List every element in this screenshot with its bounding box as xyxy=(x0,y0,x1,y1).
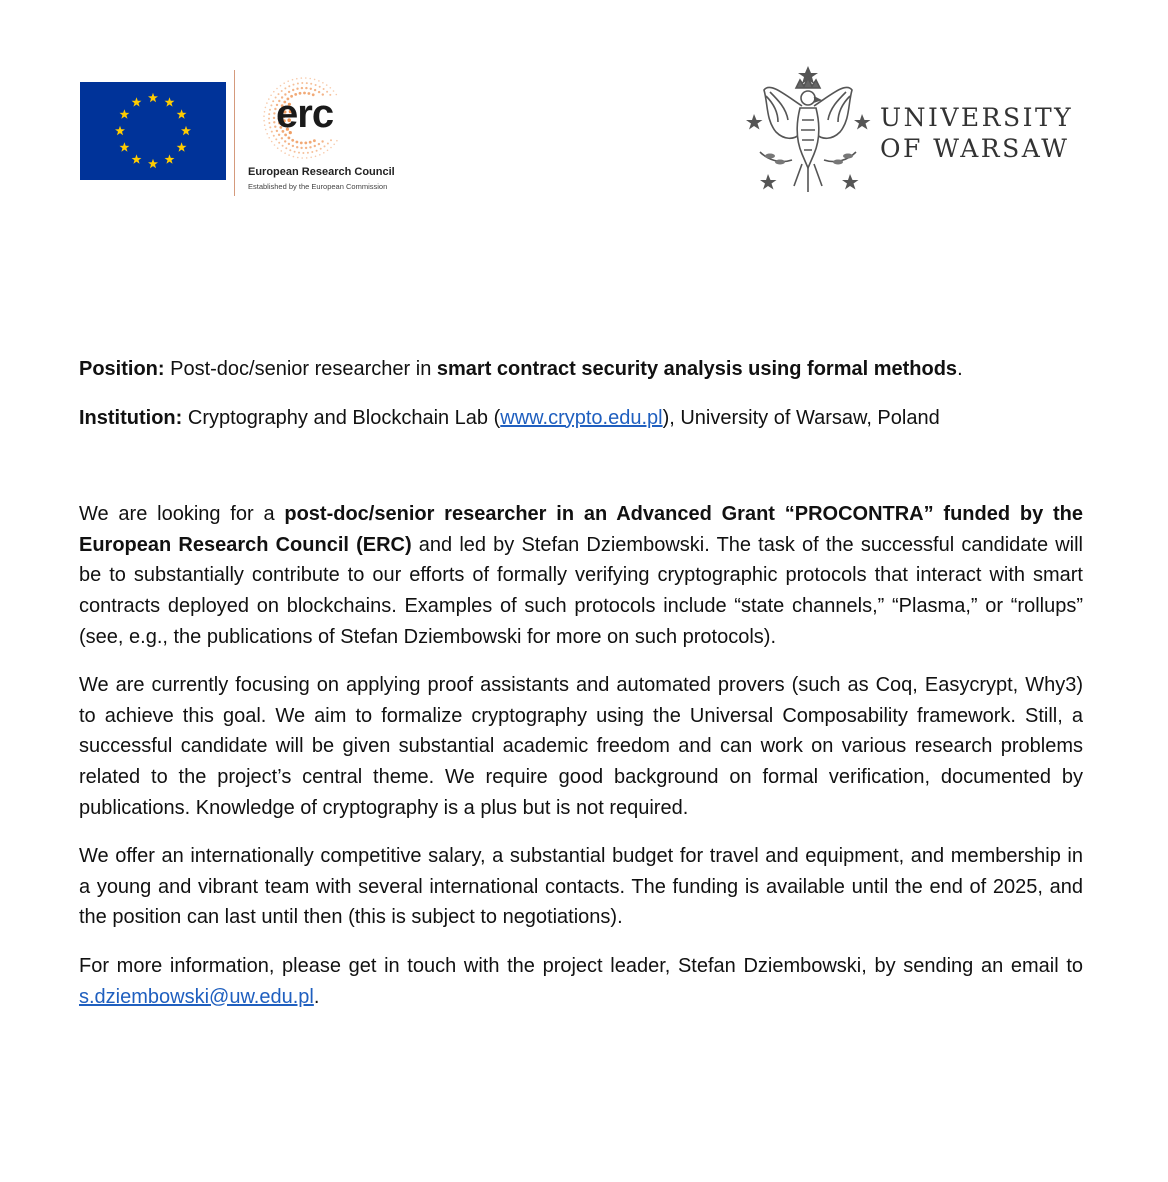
erc-dot-icon xyxy=(309,146,311,148)
uw-logo xyxy=(744,64,1084,210)
erc-dot-icon xyxy=(277,147,279,149)
erc-dot-icon xyxy=(263,120,265,122)
erc-dot-icon xyxy=(330,87,332,89)
erc-dot-icon xyxy=(319,154,321,156)
contact-end: . xyxy=(313,985,320,1008)
position-line xyxy=(79,354,1083,385)
erc-dot-icon xyxy=(271,141,273,143)
erc-dot-icon xyxy=(280,85,282,87)
erc-dot-icon xyxy=(305,87,307,89)
erc-dot-icon xyxy=(292,89,294,91)
institution-text: Cryptography and Blockchain Lab ( xyxy=(182,406,501,429)
lab-website-link[interactable]: www.crypto.edu.pl xyxy=(500,406,663,429)
erc-dot-icon xyxy=(301,82,303,84)
erc-dot-icon xyxy=(297,83,299,85)
erc-dot-icon xyxy=(276,88,278,90)
intro-grant: post-doc/senior researcher in an Advanced Grant “PROCONTRA” funded by the European Research Council (ERC) xyxy=(79,503,1083,556)
erc-dot-icon xyxy=(296,88,298,90)
erc-dot-icon xyxy=(288,143,290,145)
erc-dot-icon xyxy=(273,91,275,93)
position-topic: smart contract security analysis using formal methods xyxy=(436,358,958,380)
erc-dot-icon xyxy=(268,98,270,100)
erc-dot-icon xyxy=(268,122,270,124)
eagle-emblem-icon xyxy=(744,64,874,210)
erc-dot-icon xyxy=(311,151,313,153)
erc-dot-icon xyxy=(292,145,294,147)
erc-dot-icon xyxy=(270,95,272,97)
erc-dot-icon xyxy=(301,87,303,89)
contact-text: For more information, please get in touch with the project leader, Stefan Dziembowski, by sending an email to xyxy=(79,954,1083,977)
erc-dot-icon xyxy=(284,87,286,89)
erc-dot-icon xyxy=(284,140,286,142)
erc-dot-icon xyxy=(300,147,302,149)
erc-dot-icon xyxy=(314,89,316,91)
position-end: . xyxy=(957,358,963,380)
erc-dot-icon xyxy=(298,152,300,154)
erc-dot-icon xyxy=(327,150,329,152)
eu-flag-icon xyxy=(80,82,226,180)
erc-dot-icon xyxy=(269,126,271,128)
erc-dot-icon xyxy=(302,152,304,154)
paragraph-focus: We are currently focusing on applying proof assistants and automated provers (such as Coq, Easycrypt, Why3) to achieve this goal. We aim to formalize cryptography using the Universal Composability framework. Still, a successful candidate will be given substantial academic freedom and can work on various research problems related to the project’s central theme. We require good background on formal verification, documented by publications. Knowledge of cryptography is a plus but is not required. xyxy=(79,674,1083,819)
erc-dot-icon xyxy=(285,147,287,149)
erc-dot-icon xyxy=(269,109,271,111)
institution-end: ), University of Warsaw, Poland xyxy=(662,406,940,429)
erc-dot-icon xyxy=(318,143,320,145)
erc-tagline: Established by the European Commission xyxy=(248,182,388,191)
erc-dot-icon xyxy=(319,86,321,88)
erc-dot-icon xyxy=(310,88,312,90)
erc-dot-icon xyxy=(274,144,276,146)
erc-dot-icon xyxy=(333,144,335,146)
erc-dot-icon xyxy=(265,129,267,131)
erc-dot-icon xyxy=(296,78,298,80)
position-text: Post-doc/senior researcher in xyxy=(164,358,437,380)
erc-dot-icon xyxy=(270,104,272,106)
erc-dot-icon xyxy=(266,102,268,104)
erc-dot-icon xyxy=(273,135,275,137)
erc-dot-icon xyxy=(330,139,332,141)
logo-divider xyxy=(234,70,235,196)
erc-dot-icon xyxy=(268,137,270,139)
erc-dot-icon xyxy=(315,156,317,158)
erc-dot-icon xyxy=(287,80,289,82)
erc-wordmark: erc xyxy=(276,92,334,136)
erc-dot-icon xyxy=(278,142,280,144)
position-label: Position: xyxy=(79,358,165,380)
erc-dot-icon xyxy=(327,143,329,145)
erc-dot-icon xyxy=(282,145,284,147)
erc-dot-icon xyxy=(293,84,295,86)
erc-dot-icon xyxy=(296,141,299,144)
erc-dot-icon xyxy=(265,107,267,109)
erc-name: European Research Council xyxy=(248,166,395,178)
erc-dot-icon xyxy=(288,85,290,87)
erc-dot-icon xyxy=(301,77,303,79)
erc-dot-icon xyxy=(301,157,303,159)
erc-dot-icon xyxy=(281,137,283,139)
erc-dot-icon xyxy=(320,148,322,150)
erc-dot-icon xyxy=(336,140,338,142)
erc-dot-icon xyxy=(318,80,320,82)
institution-line xyxy=(79,403,1083,434)
paragraph-contact xyxy=(79,951,1083,1012)
erc-dot-icon xyxy=(268,118,270,120)
erc-dot-icon xyxy=(310,157,312,159)
erc-dot-icon xyxy=(305,77,307,79)
erc-dot-icon xyxy=(322,82,324,84)
erc-dot-icon xyxy=(330,147,332,149)
erc-dot-icon xyxy=(306,157,308,159)
erc-dot-icon xyxy=(264,111,266,113)
erc-dot-icon xyxy=(315,84,317,86)
erc-dot-icon xyxy=(263,115,265,117)
erc-dot-icon xyxy=(336,94,338,96)
erc-dot-icon xyxy=(307,152,309,154)
erc-dot-icon xyxy=(294,151,296,153)
erc-dot-icon xyxy=(292,79,294,81)
erc-dot-icon xyxy=(323,152,325,154)
erc-dot-icon xyxy=(271,131,273,133)
erc-dot-icon xyxy=(305,147,307,149)
erc-dot-icon xyxy=(288,154,290,156)
erc-dot-icon xyxy=(284,152,286,154)
erc-dot-icon xyxy=(316,150,318,152)
erc-dot-icon xyxy=(273,117,275,119)
erc-dot-icon xyxy=(304,142,307,145)
erc-dot-icon xyxy=(283,82,285,84)
erc-dot-icon xyxy=(289,149,291,151)
erc-dot-icon xyxy=(321,140,323,142)
institution-label: Institution: xyxy=(79,406,183,429)
intro-rest: and led by Stefan Dziembowski. The task of the successful candidate will be to substantially contribute to our efforts of formally verifying cryptographic protocols that interact with smart contracts deployed on blockchains. Examples of such protocols include “state channels,” “Plasma,” or “rollups” (see, e.g., the publications of Stefan Dziembowski for more on such protocols). xyxy=(79,533,1084,648)
paragraph-intro xyxy=(79,499,1083,652)
erc-dot-icon xyxy=(309,141,312,144)
contact-email-link[interactable]: s.dziembowski@uw.edu.pl xyxy=(79,985,314,1008)
erc-dot-icon xyxy=(272,100,274,102)
job-posting-body xyxy=(79,354,1083,1012)
erc-dot-icon xyxy=(300,142,303,145)
erc-dot-icon xyxy=(264,124,266,126)
erc-dot-icon xyxy=(313,139,316,142)
erc-dot-icon xyxy=(291,139,294,142)
uw-name-line1: UNIVERSITY xyxy=(880,103,1074,132)
erc-dot-icon xyxy=(293,156,295,158)
erc-dot-icon xyxy=(266,133,268,135)
erc-dot-icon xyxy=(326,84,328,86)
uw-name-line2: OF WARSAW xyxy=(880,134,1070,163)
erc-dot-icon xyxy=(275,138,277,140)
erc-dot-icon xyxy=(306,82,308,84)
erc-dot-icon xyxy=(314,79,316,81)
erc-dot-icon xyxy=(309,78,311,80)
erc-dot-icon xyxy=(324,145,326,147)
erc-dot-icon xyxy=(310,83,312,85)
intro-text: We are looking for a xyxy=(79,503,285,526)
erc-logo xyxy=(246,74,396,198)
uw-wordmark xyxy=(880,102,1073,164)
erc-dot-icon xyxy=(323,88,325,90)
paragraph-offer: We offer an internationally competitive salary, a substantial budget for travel and equipment, and membership in a young and vibrant team with several international contacts. The funding is available until the end of 2025, and the position can last until then (this is subject to negotiations). xyxy=(79,845,1083,929)
erc-dot-icon xyxy=(314,145,316,147)
erc-dot-icon xyxy=(296,146,298,148)
erc-dot-icon xyxy=(281,150,283,152)
erc-dot-icon xyxy=(268,113,270,115)
erc-dot-icon xyxy=(297,157,299,159)
